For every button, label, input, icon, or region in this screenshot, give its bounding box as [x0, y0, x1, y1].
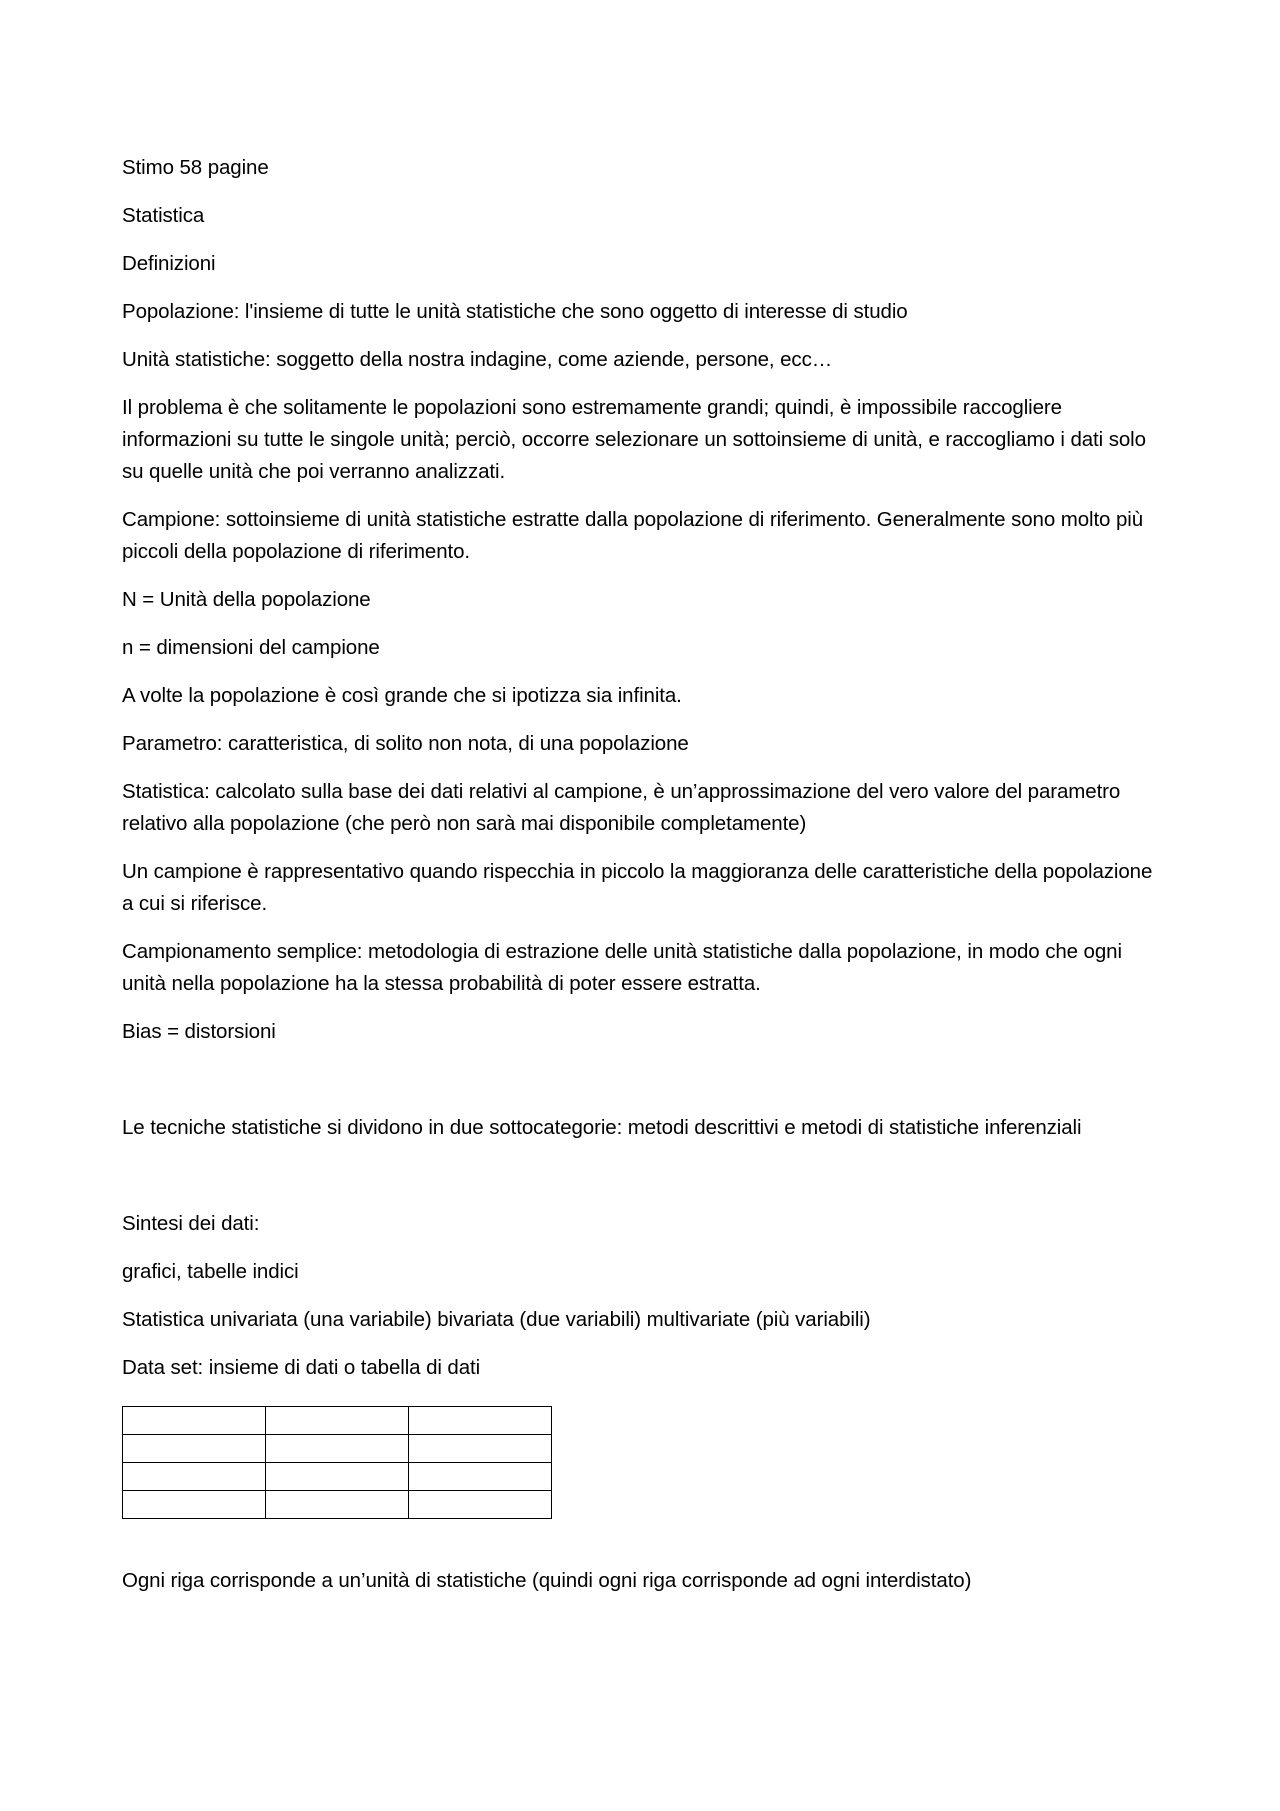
table-cell	[266, 1491, 409, 1519]
table-cell	[266, 1463, 409, 1491]
definition-popolazione: Popolazione: l'insieme di tutte le unità statistiche che sono oggetto di interesse di studio	[122, 300, 908, 323]
document-title: Statistica	[122, 204, 205, 227]
definition-statistica: Statistica: calcolato sulla base dei dati relativi al campione, è un’approssimazione del vero valore del parametro relativo alla popolazione (che però non sarà mai disponibile completamente)	[122, 780, 1121, 835]
definition-dataset: Data set: insieme di dati o tabella di dati	[122, 1356, 481, 1379]
paragraph-problema: Il problema è che solitamente le popolazioni sono estremamente grandi; quindi, è impossibile raccogliere informazioni su tutte le singole unità; perciò, occorre selezionare un sottoinsieme di unità, e raccogliamo i dati solo su quelle unità che poi verranno analizzati.	[122, 396, 1146, 483]
definition-parametro: Parametro: caratteristica, di solito non nota, di una popolazione	[122, 732, 689, 755]
table-row	[123, 1435, 552, 1463]
definition-bias: Bias = distorsioni	[122, 1020, 276, 1043]
paragraph-sintesi: Sintesi dei dati:	[122, 1212, 260, 1235]
table-row	[123, 1491, 552, 1519]
table-cell	[409, 1463, 552, 1491]
page-estimate: Stimo 58 pagine	[122, 156, 269, 179]
paragraph-univariata: Statistica univariata (una variabile) bivariata (due variabili) multivariate (più variabili)	[122, 1308, 871, 1331]
definition-n: n = dimensioni del campione	[122, 636, 380, 659]
table-cell	[409, 1491, 552, 1519]
empty-data-table	[122, 1406, 552, 1519]
table-cell	[409, 1435, 552, 1463]
table-cell	[123, 1407, 266, 1435]
section-heading: Definizioni	[122, 252, 216, 275]
paragraph-ogni-riga: Ogni riga corrisponde a un’unità di statistiche (quindi ogni riga corrisponde ad ogni interdistato)	[122, 1569, 972, 1592]
table-cell	[123, 1491, 266, 1519]
table-cell	[409, 1407, 552, 1435]
definition-unita: Unità statistiche: soggetto della nostra indagine, come aziende, persone, ecc…	[122, 348, 833, 371]
document-body	[122, 152, 1162, 1613]
paragraph-tecniche: Le tecniche statistiche si dividono in due sottocategorie: metodi descrittivi e metodi di statistiche inferenziali	[122, 1116, 1082, 1139]
blank-line	[122, 1160, 1162, 1208]
paragraph-infinita: A volte la popolazione è così grande che si ipotizza sia infinita.	[122, 684, 682, 707]
definition-campionamento: Campionamento semplice: metodologia di estrazione delle unità statistiche dalla popolazione, in modo che ogni unità nella popolazione ha la stessa probabilità di poter essere estratta.	[122, 940, 1122, 995]
definition-N: N = Unità della popolazione	[122, 588, 371, 611]
table-row	[123, 1463, 552, 1491]
paragraph-grafici: grafici, tabelle indici	[122, 1260, 299, 1283]
definition-campione: Campione: sottoinsieme di unità statistiche estratte dalla popolazione di riferimento. Generalmente sono molto più piccoli della popolazione di riferimento.	[122, 508, 1143, 563]
table-cell	[266, 1407, 409, 1435]
paragraph-rappresentativo: Un campione è rappresentativo quando rispecchia in piccolo la maggioranza delle caratteristiche della popolazione a cui si riferisce.	[122, 860, 1153, 915]
table-row	[123, 1407, 552, 1435]
table-cell	[266, 1435, 409, 1463]
blank-line	[122, 1064, 1162, 1112]
table-cell	[123, 1463, 266, 1491]
table-cell	[123, 1435, 266, 1463]
